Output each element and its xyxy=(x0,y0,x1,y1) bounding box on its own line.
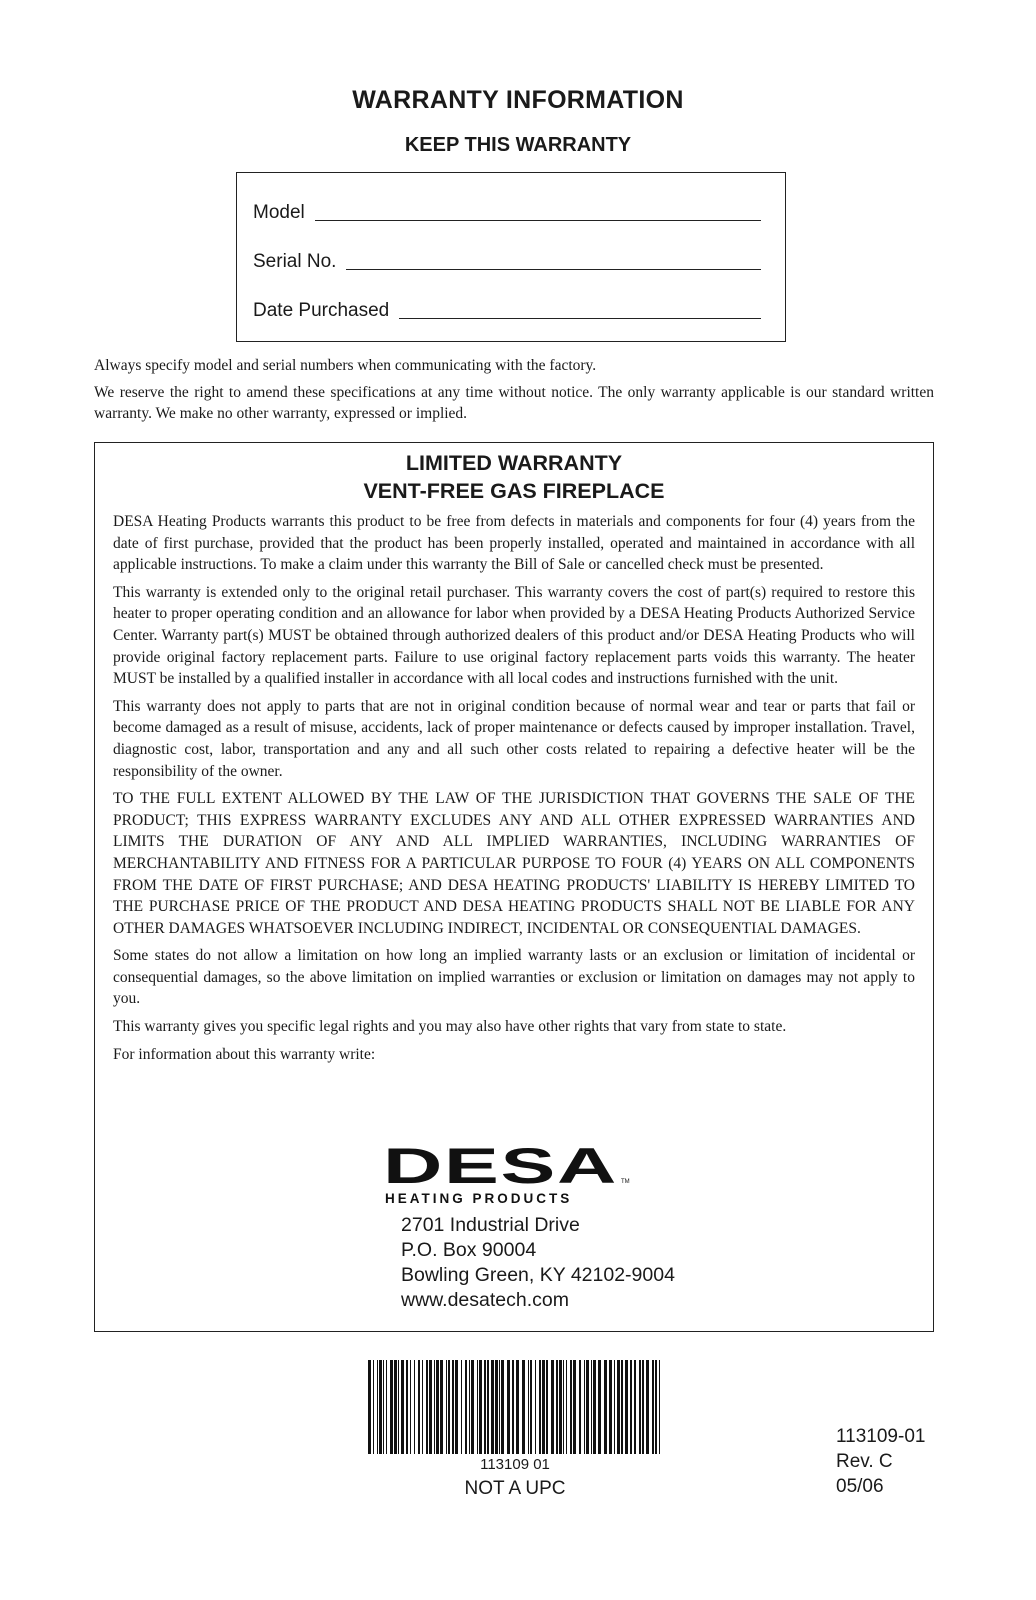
barcode-bar xyxy=(630,1360,632,1454)
barcode-bar xyxy=(422,1360,423,1454)
barcode-bar xyxy=(646,1360,649,1454)
barcode-bar xyxy=(559,1360,562,1454)
barcode-bar xyxy=(390,1360,393,1454)
warranty-paragraph: TO THE FULL EXTENT ALLOWED BY THE LAW OF THE JURISDICTION THAT GOVERNS THE SALE OF THE PRODUCT; THIS EXPRESS WARRANTY EXCLUDES ANY AND ALL OTHER EXPRESSED WARRANTIES AND LIMITS THE DURATION OF ANY AND ALL IMPLIED WARRANTIES, INCLUDING WARRANTIES OF MERCHANTABILITY AND FITNESS FOR A PARTICULAR PURPOSE TO FOUR (4) YEARS ON ALL COMPONENTS FROM THE DATE OF FIRST PURCHASE; AND DESA HEATING PRODUCTS' LIABILITY IS HEREBY LIMITED TO THE PURCHASE PRICE OF THE PRODUCT AND DESA HEATING PRODUCTS SHALL NOT BE LIABLE FOR ANY OTHER DAMAGES WHATSOEVER INCLUDING INDIRECT, INCIDENTAL OR CONSEQUENTIAL DAMAGES. xyxy=(113,790,915,937)
barcode-bar xyxy=(586,1360,589,1454)
warranty-body xyxy=(113,511,915,1071)
page-subtitle: KEEP THIS WARRANTY xyxy=(404,134,632,156)
document-info xyxy=(836,1424,925,1499)
barcode-bar xyxy=(535,1360,536,1454)
barcode-bar xyxy=(614,1360,615,1454)
barcode-bar xyxy=(448,1360,450,1454)
address-street: 2701 Industrial Drive xyxy=(401,1214,580,1236)
date-purchased-label: Date Purchased xyxy=(253,300,390,321)
barcode-bar xyxy=(542,1360,545,1454)
barcode-bar xyxy=(477,1360,478,1454)
note-amend-specs: We reserve the right to amend these specifications at any time without notice. The only warranty applicable is our standard written warranty. We make no other warranty, expressed or implied. xyxy=(94,384,934,422)
warranty-paragraph: This warranty does not apply to parts that are not in original condition because of normal wear and tear or parts that fail or become damaged as a result of misuse, accidents, lack of proper maintenance or defects caused by improper installation. Travel, diagnostic cost, labor, transportation and any and all such other costs related to repairing a defective heater will be the responsibility of the owner. xyxy=(113,697,915,780)
barcode-bar xyxy=(440,1360,443,1454)
barcode-bar xyxy=(406,1360,408,1454)
barcode-bar xyxy=(471,1360,474,1454)
barcode-bar xyxy=(426,1360,428,1454)
barcode-bar xyxy=(598,1360,601,1454)
model-label: Model xyxy=(253,202,305,223)
barcode-bar xyxy=(593,1360,596,1454)
barcode-bar xyxy=(414,1360,415,1454)
model-field-line[interactable] xyxy=(315,220,761,221)
warranty-heading: LIMITED WARRANTY xyxy=(405,451,623,475)
barcode-bar xyxy=(469,1360,470,1454)
barcode-bar xyxy=(609,1360,612,1454)
barcode-bar xyxy=(507,1360,510,1454)
barcode-bar xyxy=(617,1360,620,1454)
barcode-bar xyxy=(368,1360,371,1454)
serial-field-line[interactable] xyxy=(346,269,761,270)
barcode-bar xyxy=(379,1360,382,1454)
company-website[interactable]: www.desatech.com xyxy=(401,1289,569,1311)
barcode-bar xyxy=(455,1360,458,1454)
barcode-bar xyxy=(659,1360,660,1454)
barcode-bar xyxy=(652,1360,654,1454)
address-po-box: P.O. Box 90004 xyxy=(401,1239,537,1261)
warranty-paragraph: Some states do not allow a limitation on how long an implied warranty lasts or an exclusion or limitation of incidental or consequential damages, so the above limitation on implied warranties or exclusion or limitation on damages may not apply to you. xyxy=(113,947,915,1008)
barcode-bar xyxy=(461,1360,462,1454)
barcode-bar xyxy=(436,1360,439,1454)
barcode-image xyxy=(366,1360,664,1454)
barcode-bar xyxy=(383,1360,384,1454)
model-row xyxy=(253,199,761,225)
limited-warranty-box xyxy=(94,442,934,1332)
logo-subtext: HEATING PRODUCTS xyxy=(385,1191,573,1206)
barcode-bar xyxy=(530,1360,532,1454)
desa-logo xyxy=(383,1141,643,1207)
barcode-bar xyxy=(377,1360,378,1454)
barcode-bar xyxy=(563,1360,564,1454)
barcode-bar xyxy=(522,1360,525,1454)
barcode-bar xyxy=(642,1360,644,1454)
barcode-bar xyxy=(446,1360,447,1454)
barcode-bar xyxy=(573,1360,576,1454)
barcode-bar xyxy=(621,1360,623,1454)
barcode-bar xyxy=(556,1360,558,1454)
barcode-bar xyxy=(501,1360,504,1454)
barcode-bar xyxy=(398,1360,399,1454)
barcode-bar xyxy=(373,1360,374,1454)
barcode-bar xyxy=(429,1360,432,1454)
barcode-bar xyxy=(528,1360,529,1454)
barcode-bar xyxy=(516,1360,519,1454)
note-specify-model: Always specify model and serial numbers when communicating with the factory. xyxy=(94,357,597,374)
barcode-bar xyxy=(625,1360,628,1454)
barcode-bar xyxy=(452,1360,454,1454)
barcode-bar xyxy=(465,1360,467,1454)
warranty-paragraph: This warranty gives you specific legal rights and you may also have other rights that vary from state to state. xyxy=(113,1018,787,1036)
barcode-bar xyxy=(512,1360,514,1454)
barcode-number: 113109 01 xyxy=(480,1456,550,1473)
barcode-bar xyxy=(551,1360,554,1454)
part-number: 113109-01 xyxy=(836,1426,926,1447)
barcode-bar xyxy=(604,1360,607,1454)
trademark-mark: TM xyxy=(621,1179,630,1185)
barcode-bar xyxy=(499,1360,500,1454)
barcode-bar xyxy=(484,1360,486,1454)
barcode-bar xyxy=(584,1360,585,1454)
warranty-product-heading: VENT-FREE GAS FIREPLACE xyxy=(363,479,665,503)
barcode-bar xyxy=(418,1360,420,1454)
barcode-bar xyxy=(394,1360,397,1454)
barcode-bar xyxy=(401,1360,404,1454)
serial-row xyxy=(253,248,761,274)
date-row xyxy=(253,297,761,323)
barcode-bar xyxy=(591,1360,592,1454)
barcode-bar xyxy=(386,1360,387,1454)
barcode-bar xyxy=(579,1360,581,1454)
barcode-bar xyxy=(479,1360,482,1454)
company-address xyxy=(401,1213,675,1313)
date-purchased-field-line[interactable] xyxy=(399,318,761,319)
serial-label: Serial No. xyxy=(253,251,337,272)
barcode-bar xyxy=(639,1360,641,1454)
warranty-paragraph: This warranty is extended only to the original retail purchaser. This warranty covers the cost of part(s) required to restore this heater to proper operating condition and an allowance for labor when provided by a DESA Heating Products Authorized Service Center. Warranty part(s) MUST be obtained through authorized dealers of this product and/or DESA Heating Products who will provide original factory replacement parts. Failure to use original factory replacement parts voids this warranty. The heater MUST be installed by a qualified installer in accordance with all local codes and instructions furnished with the unit. xyxy=(113,583,915,688)
revision: Rev. C xyxy=(836,1451,893,1472)
page-title: WARRANTY INFORMATION xyxy=(352,86,684,114)
warranty-paragraph: DESA Heating Products warrants this product to be free from defects in materials and components for four (4) years from the date of first purchase, provided that the product has been properly installed, operated and maintained in accordance with all applicable instructions. To make a claim under this warranty the Bill of Sale or cancelled check must be presented. xyxy=(113,513,915,574)
warranty-paragraph: For information about this warranty write: xyxy=(113,1045,376,1063)
address-city: Bowling Green, KY 42102-9004 xyxy=(401,1264,675,1286)
barcode-bar xyxy=(495,1360,498,1454)
barcode-bar xyxy=(434,1360,435,1454)
barcode-bar xyxy=(655,1360,657,1454)
barcode-bar xyxy=(566,1360,567,1454)
barcode-bar xyxy=(491,1360,494,1454)
barcode-bar xyxy=(410,1360,411,1454)
not-upc-label: NOT A UPC xyxy=(464,1478,566,1499)
registration-box xyxy=(236,172,786,342)
barcode-bar xyxy=(539,1360,541,1454)
barcode-bar xyxy=(634,1360,636,1454)
barcode-bar xyxy=(570,1360,572,1454)
barcode-bar xyxy=(487,1360,489,1454)
logo-wordmark: DESA xyxy=(383,1141,618,1194)
barcode-bar xyxy=(546,1360,548,1454)
revision-date: 05/06 xyxy=(836,1476,884,1497)
